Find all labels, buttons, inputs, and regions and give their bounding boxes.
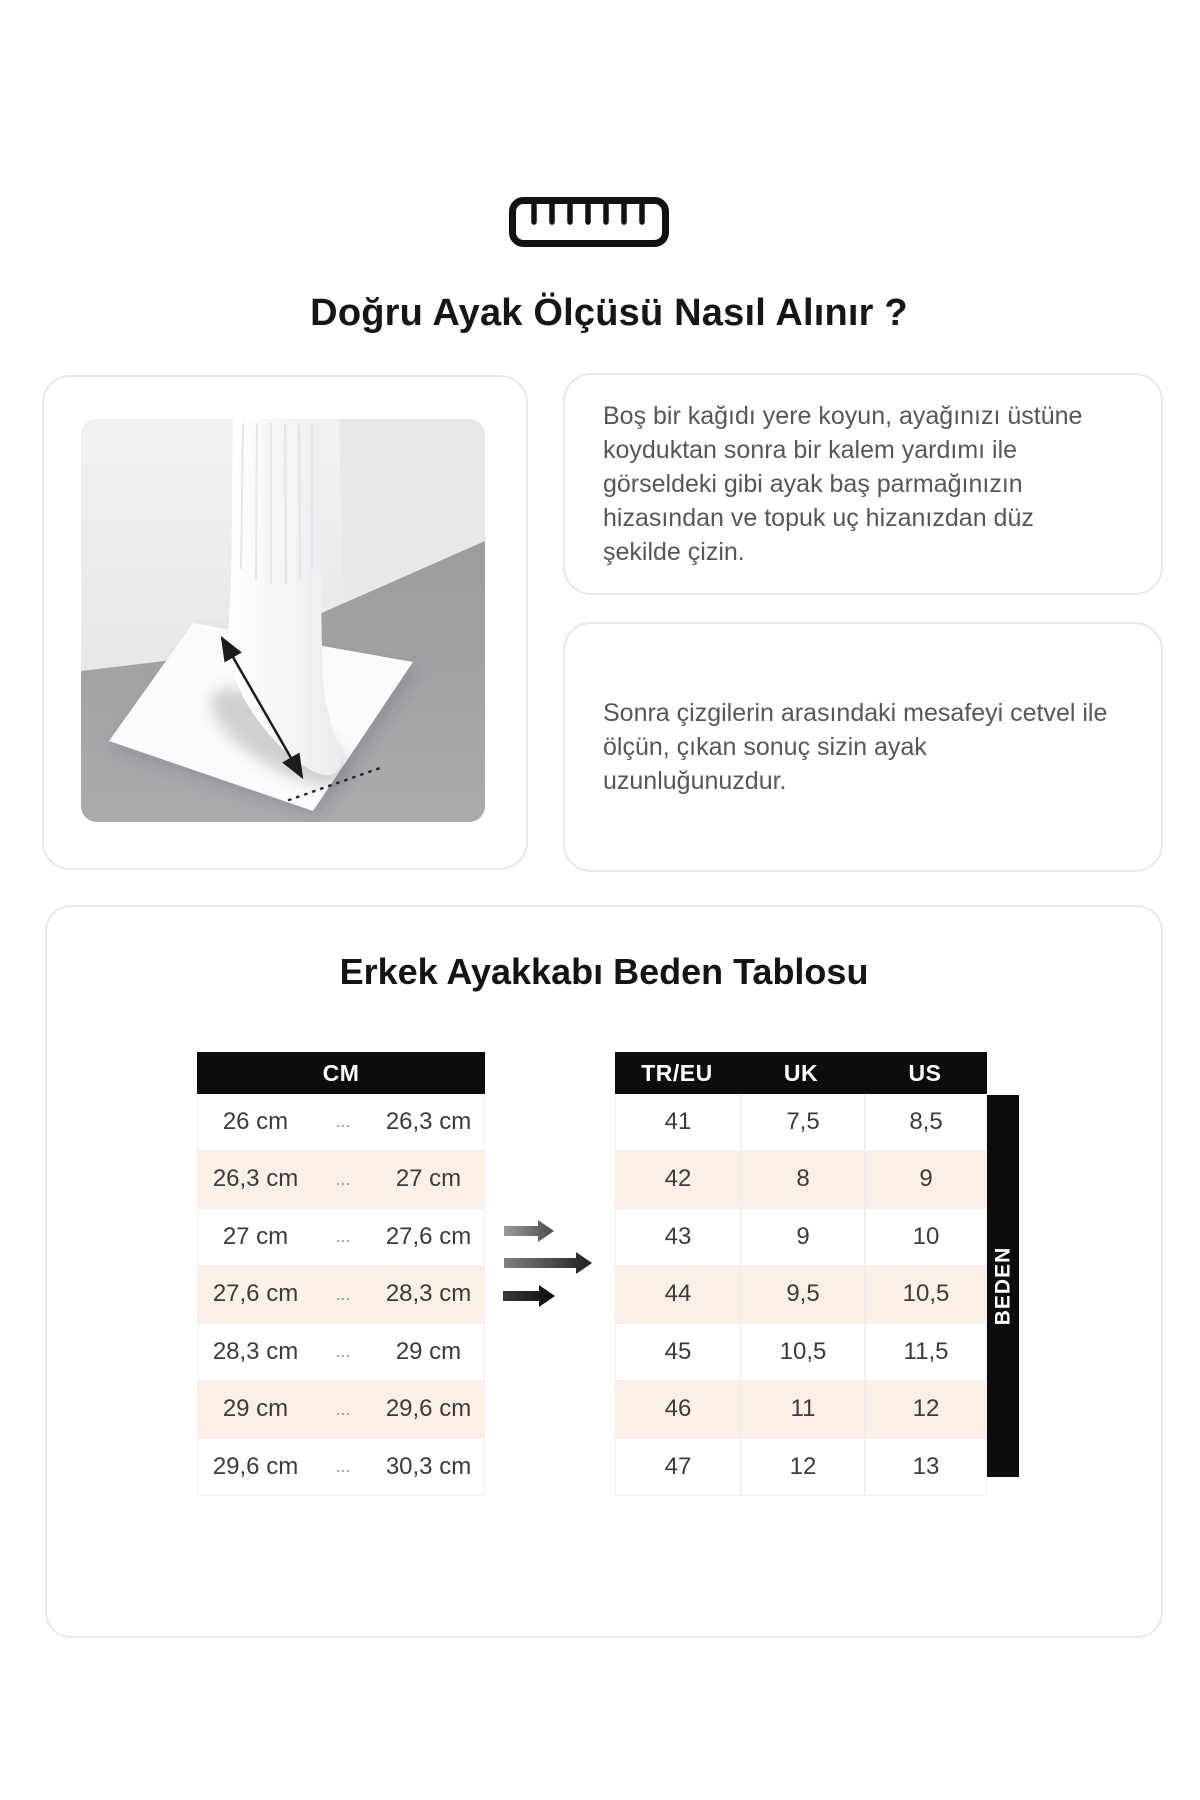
size-row (616, 1152, 986, 1210)
size-us: 12 (864, 1382, 986, 1438)
size-chart-title: Erkek Ayakkabı Beden Tablosu (339, 951, 869, 992)
size-treu: 46 (664, 1395, 692, 1423)
range-dots: ... (335, 1456, 351, 1477)
size-uk: 10,5 (740, 1324, 864, 1380)
cm-from: 29,6 cm (212, 1452, 299, 1480)
arrow-right-icon (503, 1285, 555, 1307)
size-treu: 41 (664, 1107, 692, 1135)
size-uk: 9,5 (740, 1267, 864, 1323)
cm-range-row (198, 1439, 484, 1495)
cm-from: 27 cm (222, 1222, 289, 1250)
size-row (616, 1439, 986, 1495)
size-chart-card (45, 905, 1163, 1638)
size-treu: 45 (664, 1337, 692, 1365)
page-title: Doğru Ayak Ölçüsü Nasıl Alınır ? (310, 292, 908, 334)
range-dots: ... (335, 1341, 351, 1362)
arrow-right-icon (504, 1220, 554, 1242)
cm-from: 29 cm (222, 1395, 289, 1423)
cm-from: 26,3 cm (212, 1165, 299, 1193)
cm-range-row (198, 1209, 484, 1267)
size-treu: 44 (664, 1280, 692, 1308)
size-table (615, 1052, 987, 1496)
instruction-step-1-text: Boş bir kağıdı yere koyun, ayağınızı üstüne koyduktan sonra bir kalem yardımı ile görseldeki gibi ayak baş parmağınızın hizasından ve topuk uç hizanızdan düz şekilde çizin. (603, 402, 1083, 566)
size-row (616, 1324, 986, 1382)
range-dots: ... (335, 1398, 351, 1419)
cm-table-header: CM (197, 1052, 485, 1094)
size-row (616, 1267, 986, 1325)
cm-from: 27,6 cm (212, 1280, 299, 1308)
size-us: 8,5 (864, 1094, 986, 1150)
size-uk: 9 (740, 1209, 864, 1265)
size-row (616, 1094, 986, 1152)
size-us: 11,5 (864, 1324, 986, 1380)
cm-range-row (198, 1094, 484, 1152)
cm-to: 27,6 cm (385, 1222, 472, 1250)
beden-side-bar (987, 1095, 1019, 1477)
size-us: 9 (864, 1152, 986, 1208)
cm-to: 27 cm (395, 1165, 462, 1193)
cm-to: 26,3 cm (385, 1107, 472, 1135)
instruction-step-2-text: Sonra çizgilerin arasındaki mesafeyi cetvel ile ölçün, çıkan sonuç sizin ayak uzunluğunuzdur. (603, 699, 1108, 795)
size-col-uk: UK (783, 1059, 819, 1086)
cm-from: 26 cm (222, 1107, 289, 1135)
size-col-us: US (908, 1059, 942, 1086)
cm-range-row (198, 1324, 484, 1382)
cm-range-row (198, 1152, 484, 1210)
range-dots: ... (335, 1226, 351, 1247)
instruction-step-1 (563, 373, 1163, 595)
size-treu: 47 (664, 1452, 692, 1480)
size-us: 10 (864, 1209, 986, 1265)
cm-to: 30,3 cm (385, 1452, 472, 1480)
size-us: 13 (864, 1439, 986, 1495)
size-col-treu: TR/EU (641, 1059, 713, 1086)
foot-measurement-illustration (81, 419, 485, 822)
cm-table (197, 1052, 485, 1496)
size-uk: 8 (740, 1152, 864, 1208)
range-dots: ... (335, 1283, 351, 1304)
size-row (616, 1382, 986, 1440)
size-us: 10,5 (864, 1267, 986, 1323)
instruction-step-2 (563, 622, 1163, 872)
size-treu: 42 (664, 1165, 692, 1193)
mapping-arrows-icon (502, 1220, 594, 1312)
size-table-header (615, 1052, 987, 1094)
size-table-body (615, 1094, 987, 1496)
range-dots: ... (335, 1168, 351, 1189)
cm-to: 28,3 cm (385, 1280, 472, 1308)
ruler-icon (508, 196, 670, 248)
size-uk: 11 (740, 1382, 864, 1438)
size-treu: 43 (664, 1222, 692, 1250)
cm-range-row (198, 1382, 484, 1440)
range-dots: ... (335, 1111, 351, 1132)
cm-range-row (198, 1267, 484, 1325)
cm-to: 29,6 cm (385, 1395, 472, 1423)
cm-from: 28,3 cm (212, 1337, 299, 1365)
size-row (616, 1209, 986, 1267)
size-uk: 7,5 (740, 1094, 864, 1150)
beden-label: BEDEN (991, 1246, 1015, 1326)
arrow-right-icon (504, 1252, 592, 1274)
size-uk: 12 (740, 1439, 864, 1495)
foot-photo-card (42, 375, 528, 870)
cm-to: 29 cm (395, 1337, 462, 1365)
cm-table-body (197, 1094, 485, 1496)
foot-measurement-photo (81, 419, 485, 822)
